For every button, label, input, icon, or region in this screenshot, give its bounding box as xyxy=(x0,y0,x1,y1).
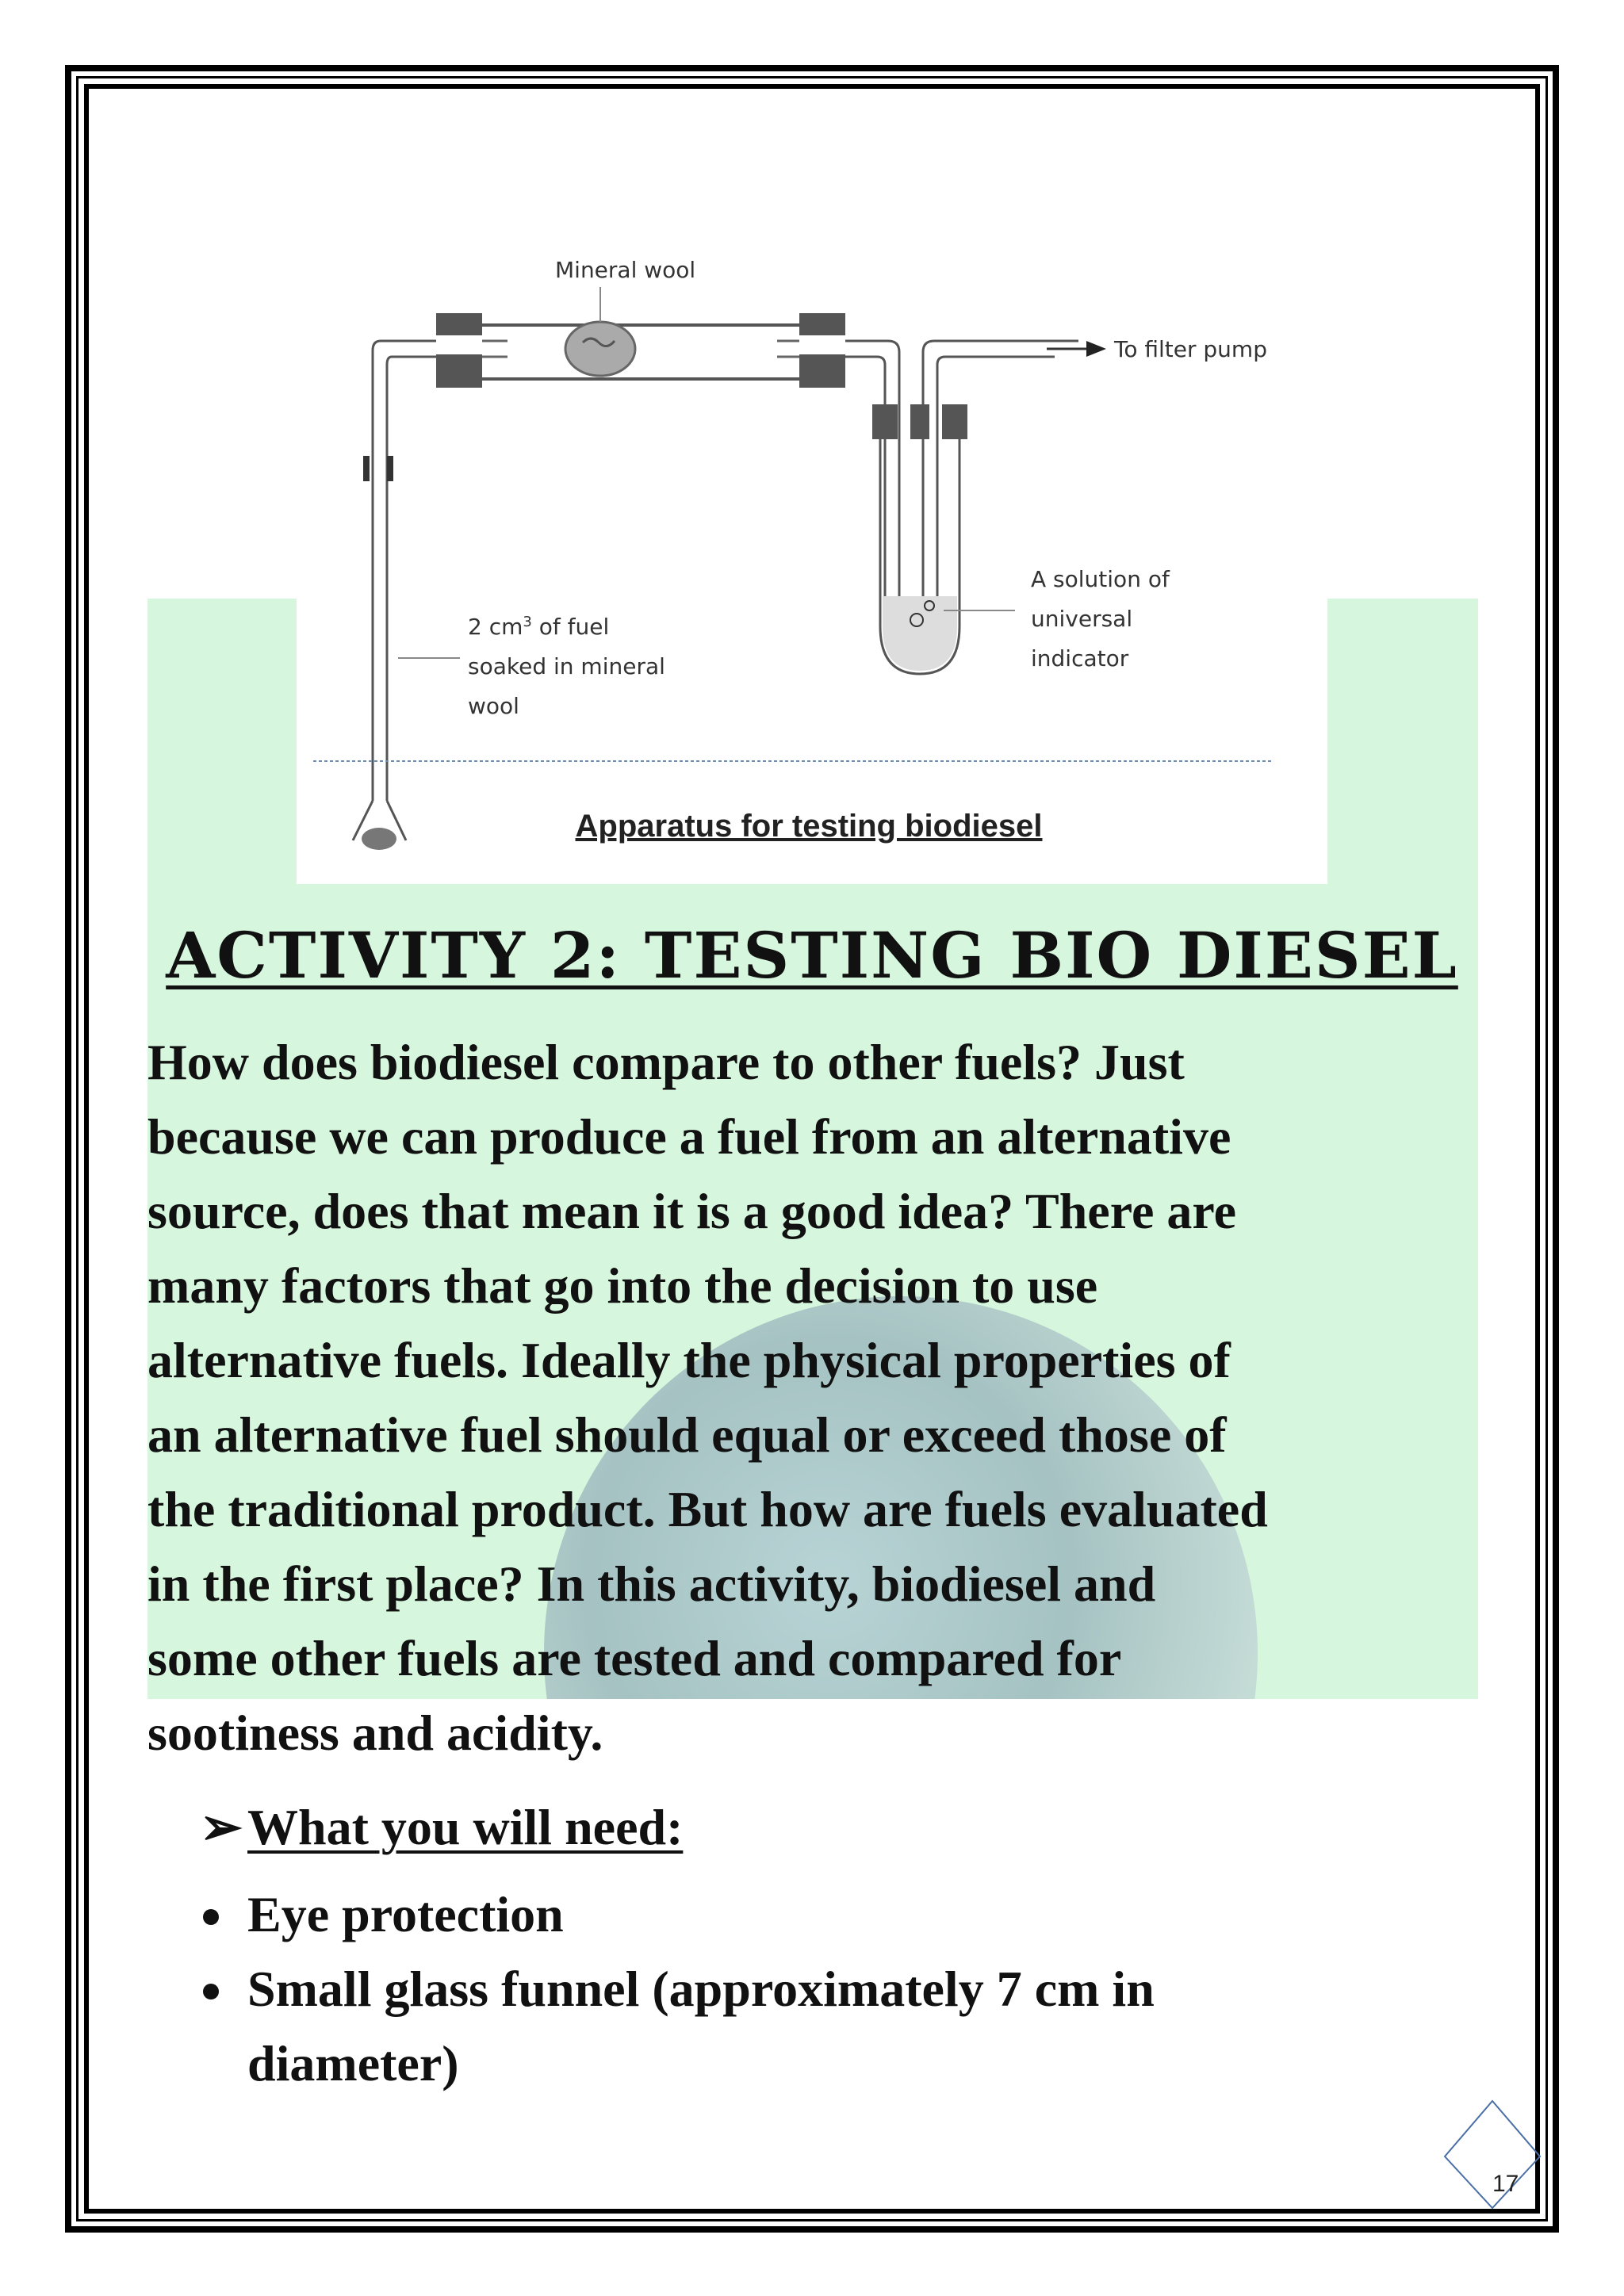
intro-line: source, does that mean it is a good idea? There are xyxy=(147,1183,1236,1239)
filter-pump-label: To filter pump xyxy=(1114,336,1267,362)
tube-stopper-left xyxy=(872,404,898,439)
list-item xyxy=(200,1952,1469,2101)
indicator-solution xyxy=(883,596,957,671)
materials-heading-text: What you will need: xyxy=(247,1799,684,1855)
solution-label-line2: universal xyxy=(1031,606,1133,632)
activity-title: ACTIVITY 2: TESTING BIO DIESEL xyxy=(166,918,1458,993)
mineral-wool-blob xyxy=(565,322,635,376)
intro-line: in the first place? In this activity, biodiesel and xyxy=(147,1556,1156,1612)
intro-line: the traditional product. But how are fuels evaluated xyxy=(147,1481,1268,1537)
page-number-diamond-icon xyxy=(1413,2077,1548,2212)
intro-line: How does biodiesel compare to other fuels? Just xyxy=(147,1034,1185,1090)
bullet-dot-icon xyxy=(203,1909,219,1925)
list-item xyxy=(200,1877,1469,1952)
right-stopper-top xyxy=(799,313,845,335)
arrow-bullet-icon: ➢ xyxy=(200,1799,243,1855)
materials-heading xyxy=(200,1798,683,1857)
intro-line: alternative fuels. Ideally the physical properties of xyxy=(147,1332,1231,1388)
bullet-dot-icon xyxy=(203,1984,219,1999)
tube-stopper-mid xyxy=(910,404,929,439)
fuel-soaked-wool xyxy=(362,828,396,850)
list-item-text: Eye protection xyxy=(247,1886,564,1942)
materials-list xyxy=(200,1877,1469,2101)
intro-line: some other fuels are tested and compared for xyxy=(147,1630,1122,1686)
intro-paragraph xyxy=(147,1025,1496,1770)
mineral-wool-label: Mineral wool xyxy=(555,257,696,283)
tube-stopper-right xyxy=(942,404,967,439)
list-item-text-continued: diameter) xyxy=(247,2035,459,2091)
page-number-badge xyxy=(1413,2077,1548,2212)
intro-line: an alternative fuel should equal or exceed those of xyxy=(147,1406,1227,1463)
apparatus-diagram xyxy=(0,0,1624,888)
solution-label-line3: indicator xyxy=(1031,645,1129,672)
intro-line: many factors that go into the decision to use xyxy=(147,1257,1098,1314)
diagram-caption: Apparatus for testing biodiesel xyxy=(575,809,1043,844)
fuel-label-line2: soaked in mineral xyxy=(468,653,665,679)
intro-line: because we can produce a fuel from an alternative xyxy=(147,1108,1231,1165)
solution-label-line1: A solution of xyxy=(1031,566,1170,592)
list-item-text: Small glass funnel (approximately 7 cm in xyxy=(247,1961,1155,2017)
fuel-label-line3: wool xyxy=(468,693,519,719)
intro-line: sootiness and acidity. xyxy=(147,1705,603,1761)
left-stopper-bottom xyxy=(436,354,482,388)
page-number: 17 xyxy=(1492,2171,1519,2197)
arrow-to-pump xyxy=(1086,341,1106,357)
fuel-label-line1: 2 $cm^3$ of fuel xyxy=(468,614,610,640)
left-stopper-top xyxy=(436,313,482,335)
right-stopper-bottom xyxy=(799,354,845,388)
